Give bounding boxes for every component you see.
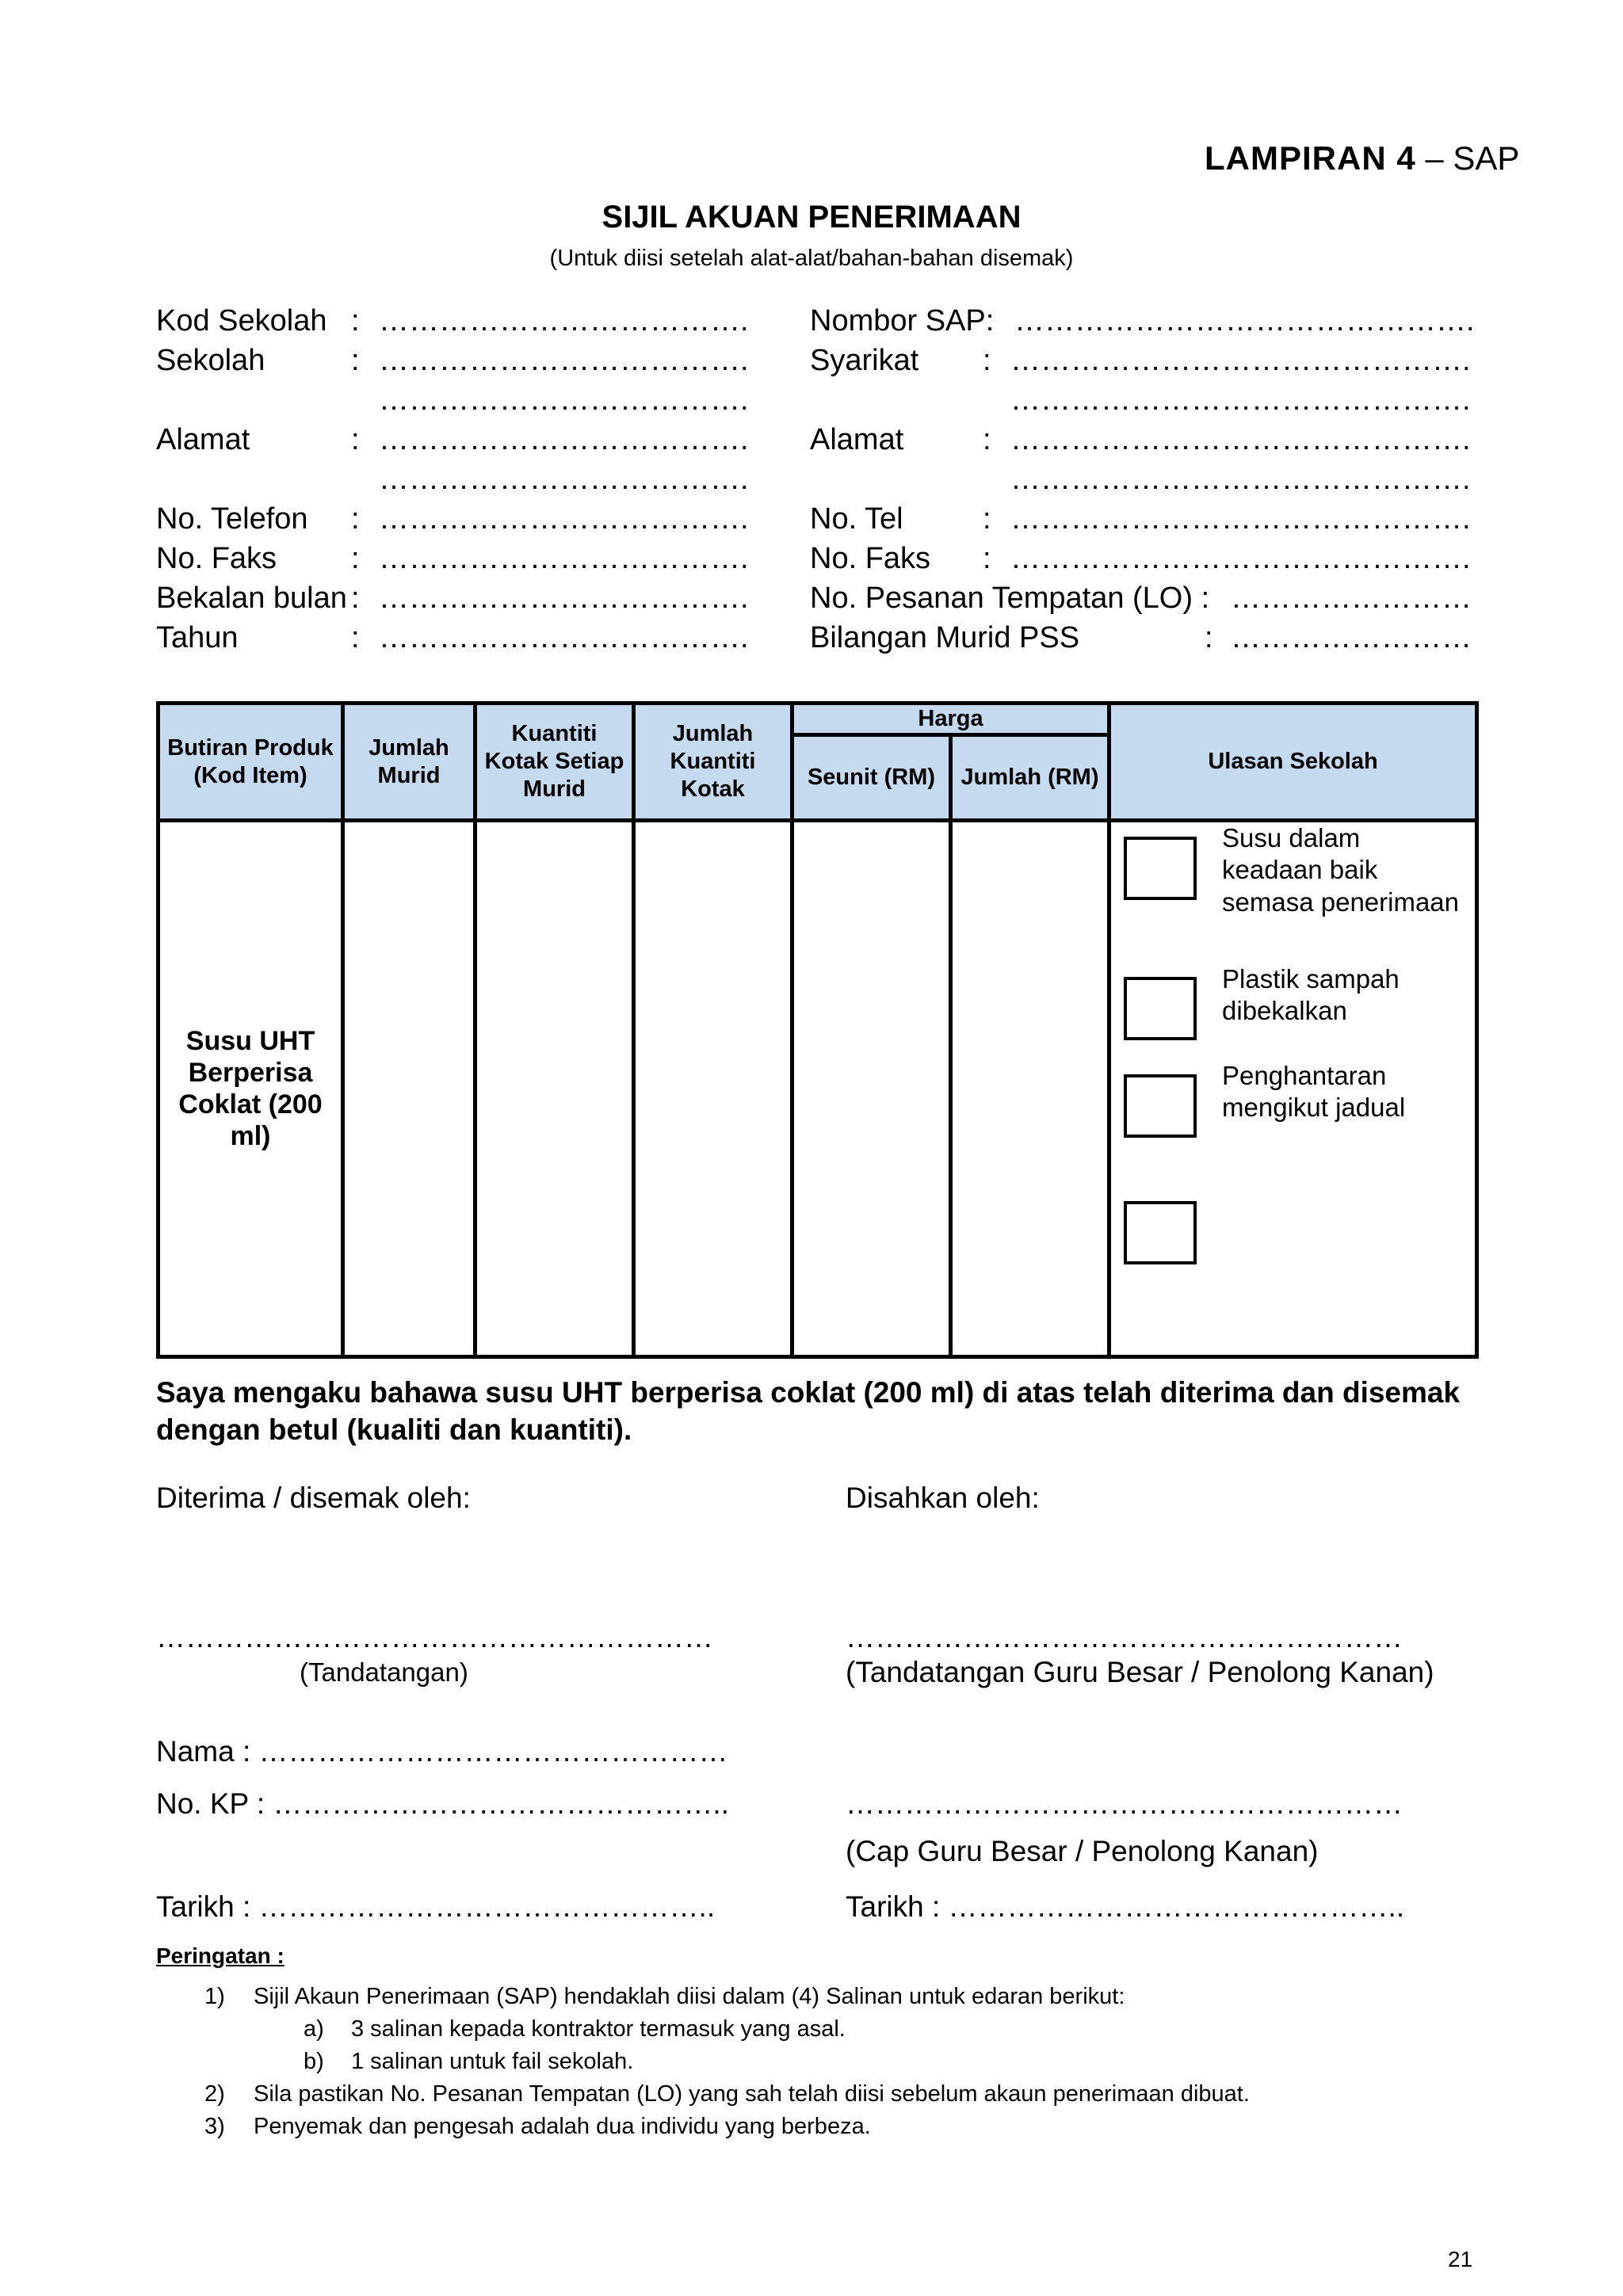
colon: : xyxy=(983,502,991,536)
label-bilangan-murid: Bilangan Murid PSS xyxy=(810,621,1080,654)
sekolah-field-line2[interactable]: ………………………………. xyxy=(379,383,749,417)
syarikat-field-line2[interactable]: ………………………………………. xyxy=(1010,383,1471,417)
no-kp-field[interactable]: No. KP : ……………………………………….. xyxy=(156,1787,729,1820)
label-no-telefon: No. Telefon xyxy=(156,502,308,536)
cap-line[interactable]: ………………………………………………… xyxy=(846,1787,1403,1820)
tahun-field[interactable]: ………………………………. xyxy=(379,621,749,654)
colon: : xyxy=(983,423,991,456)
colon: : xyxy=(351,621,360,654)
alamat-field[interactable]: ………………………………. xyxy=(379,423,749,456)
kod-sekolah-field[interactable]: ………………………………. xyxy=(379,304,749,338)
checkbox-susu-baik[interactable] xyxy=(1124,837,1197,900)
alamat-syarikat-field[interactable]: ………………………………………. xyxy=(1010,423,1471,456)
note-text: Penyemak dan pengesah adalah dua individu yang berbeza. xyxy=(254,2114,871,2139)
label-bekalan-bulan: Bekalan bulan xyxy=(156,582,347,615)
alamat-field-line2[interactable]: ………………………………. xyxy=(379,463,749,496)
note-number: 2) xyxy=(204,2081,225,2107)
header-jumlah-murid: Jumlah Murid xyxy=(343,704,475,821)
peringatan-title: Peringatan : xyxy=(156,1943,285,1968)
note-number: 3) xyxy=(204,2114,225,2139)
header-kuantiti-kotak: Kuantiti Kotak Setiap Murid xyxy=(475,704,634,821)
disahkan-label: Disahkan oleh: xyxy=(846,1482,1040,1514)
colon: : xyxy=(351,582,360,615)
label-alamat-syarikat: Alamat xyxy=(810,423,904,456)
note-text: Sijil Akaun Penerimaan (SAP) hendaklah diisi dalam (4) Salinan untuk edaran berikut: xyxy=(254,1984,1125,2009)
checkbox-label-susu-baik: Susu dalam keadaan baik semasa penerimaan xyxy=(1222,823,1460,917)
checkbox-extra[interactable] xyxy=(1124,1201,1197,1264)
colon: : xyxy=(351,344,360,377)
label-nombor-sap: Nombor SAP: xyxy=(810,304,995,338)
header-seunit: Seunit (RM) xyxy=(792,735,951,821)
no-tel-field[interactable]: ………………………………………. xyxy=(1010,502,1471,536)
product-name: Susu UHT Berperisa Coklat (200 ml) xyxy=(158,821,343,1357)
colon: : xyxy=(983,344,991,377)
checkbox-label-plastik-sampah: Plastik sampah dibekalkan xyxy=(1222,964,1400,1026)
header-ulasan: Ulasan Sekolah xyxy=(1109,704,1477,821)
ulasan-sekolah-cell xyxy=(1109,821,1477,1357)
checkbox-plastik-sampah[interactable] xyxy=(1124,977,1197,1040)
seunit-cell[interactable] xyxy=(792,821,951,1357)
no-faks-field[interactable]: ………………………………. xyxy=(379,542,749,575)
tarikh-left-field[interactable]: Tarikh : ……………………………………….. xyxy=(156,1890,716,1923)
product-table xyxy=(156,701,1479,1359)
colon: : xyxy=(351,304,360,338)
page-title: SIJIL AKUAN PENERIMAAN xyxy=(601,200,1022,235)
label-alamat: Alamat xyxy=(156,423,250,456)
note-number: a) xyxy=(304,2016,324,2042)
header-butiran: Butiran Produk (Kod Item) xyxy=(158,704,343,821)
bekalan-bulan-field[interactable]: ………………………………. xyxy=(379,582,749,615)
no-pesanan-field[interactable]: …………………… xyxy=(1231,582,1472,615)
declaration-line2: dengan betul (kualiti dan kuantiti). xyxy=(156,1413,632,1446)
colon: : xyxy=(351,502,360,536)
tarikh-right-field[interactable]: Tarikh : ……………………………………….. xyxy=(846,1890,1405,1923)
diterima-label: Diterima / disemak oleh: xyxy=(156,1482,471,1514)
nama-field[interactable]: Nama : ………………………………………… xyxy=(156,1735,728,1768)
label-sekolah: Sekolah xyxy=(156,344,265,377)
nombor-sap-field[interactable]: ………………………………………. xyxy=(1014,304,1475,338)
label-no-faks: No. Faks xyxy=(156,542,277,575)
jumlah-murid-cell[interactable] xyxy=(343,821,475,1357)
page-number: 21 xyxy=(1448,2247,1473,2271)
declaration-line1: Saya mengaku bahawa susu UHT berperisa coklat (200 ml) di atas telah diterima dan disemak xyxy=(156,1376,1461,1409)
kuantiti-kotak-cell[interactable] xyxy=(475,821,634,1357)
tandatangan-caption: (Tandatangan) xyxy=(300,1657,468,1687)
label-no-tel: No. Tel xyxy=(810,502,903,536)
note-number: b) xyxy=(304,2049,324,2074)
colon: : xyxy=(1205,621,1213,654)
label-kod-sekolah: Kod Sekolah xyxy=(156,304,327,338)
colon: : xyxy=(351,542,360,575)
label-syarikat: Syarikat xyxy=(810,344,919,377)
tandatangan-gb-caption: (Tandatangan Guru Besar / Penolong Kanan) xyxy=(846,1656,1434,1688)
bilangan-murid-field[interactable]: …………………… xyxy=(1231,621,1472,654)
jumlah-kuantiti-cell[interactable] xyxy=(634,821,792,1357)
signature-line-left[interactable]: ………………………………………………… xyxy=(156,1621,713,1653)
page-subtitle: (Untuk diisi setelah alat-alat/bahan-bahan disemak) xyxy=(549,246,1074,271)
no-telefon-field[interactable]: ………………………………. xyxy=(379,502,749,536)
signature-line-right[interactable]: ………………………………………………… xyxy=(846,1621,1403,1653)
checkbox-penghantaran[interactable] xyxy=(1124,1074,1197,1138)
sekolah-field[interactable]: ………………………………. xyxy=(379,344,749,377)
note-number: 1) xyxy=(204,1984,225,2009)
header-jumlah-kuantiti: Jumlah Kuantiti Kotak xyxy=(634,704,792,821)
cap-caption: (Cap Guru Besar / Penolong Kanan) xyxy=(846,1835,1319,1867)
no-faks-syarikat-field[interactable]: ………………………………………. xyxy=(1010,542,1471,575)
header-harga: Harga xyxy=(792,704,1109,735)
syarikat-field[interactable]: ………………………………………. xyxy=(1010,344,1471,377)
checkbox-label-penghantaran: Penghantaran mengikut jadual xyxy=(1222,1061,1406,1123)
colon: : xyxy=(983,542,991,575)
header-jumlah-rm: Jumlah (RM) xyxy=(951,735,1109,821)
note-text: 1 salinan untuk fail sekolah. xyxy=(351,2049,634,2074)
note-text: Sila pastikan No. Pesanan Tempatan (LO) yang sah telah diisi sebelum akaun penerimaan dibuat. xyxy=(254,2081,1250,2107)
label-no-pesanan: No. Pesanan Tempatan (LO) : xyxy=(810,582,1210,615)
label-tahun: Tahun xyxy=(156,621,239,654)
alamat-syarikat-field-line2[interactable]: ………………………………………. xyxy=(1010,463,1471,496)
label-no-faks-syarikat: No. Faks xyxy=(810,542,931,575)
declaration xyxy=(156,1375,1460,1448)
jumlah-rm-cell[interactable] xyxy=(951,821,1109,1357)
lampiran-label: LAMPIRAN 4 – SAP xyxy=(1205,139,1520,177)
note-text: 3 salinan kepada kontraktor termasuk yang asal. xyxy=(351,2016,846,2042)
colon: : xyxy=(351,423,360,456)
